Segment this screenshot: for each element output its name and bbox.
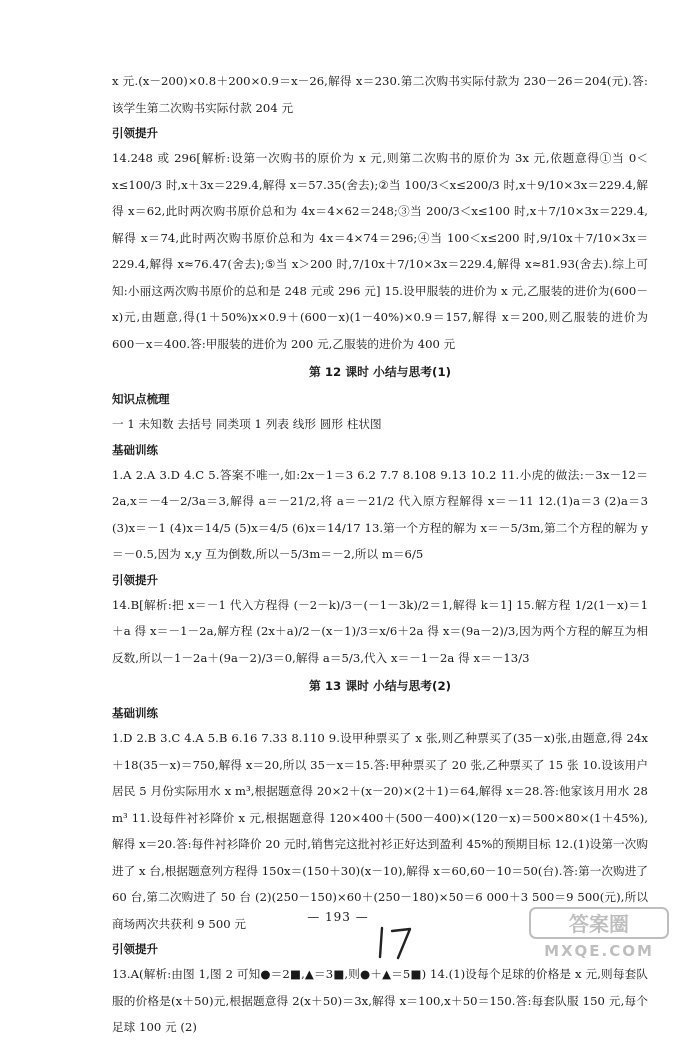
paragraph-q14-q15: 14.248 或 296[解析:设第一次购书的原价为 x 元,则第二次购书的原价为 3x 元,依题意得①当 0＜x≤100/3 时,x＋3x＝229.4,解得 x＝57.35(舍去);②当 100/3＜x≤200/3 时,x＋9/10×3x＝229.4,解得 x＝62,此时两次购书原价总和为 4x＝4×62＝248;③当 200/3＜x≤100 时,x＋7/10×3x＝229.4,解得 x＝74,此时两次购书原价总和为 4x＝4×74＝296;④当 100＜x≤200 时,9/10x＋7/10×3x＝229.4,解得 x≈76.47(舍去);⑤当 x＞200 时,7/10x＋7/10×3x＝229.4,解得 x≈81.93(舍去).综上可知:小丽这两次购书原价的总和是 248 元或 296 元] 15.设甲服装的进价为 x 元,乙服装的进价为(600－x)元,由题意,得(1＋50%)x×0.9＋(600－x)(1－40%)×0.9＝157,解得 x＝200,则乙服装的进价为 600－x＝400.答:甲服装的进价为 200 元,乙服装的进价为 400 元: [112, 151, 648, 351]
paragraph-basic-answers: 1.A 2.A 3.D 4.C 5.答案不唯一,如:2x－1＝3 6.2 7.7 8.108 9.13 10.2 11.小虎的做法:－3x－12＝2a,x＝－4－2/3a＝3,解得 a＝－21/2,将 a＝－21/2 代入原方程解得 x＝－11 12.(1)a＝3 (2)a＝3 (3)x＝－1 (4)x＝14/5 (5)x＝4/5 (6)x＝14/17 13.第一个方程的解为 x＝－5/3m,第二个方程的解为 y＝－0.5,因为 x,y 互为倒数,所以－5/3m＝－2,所以 m＝6/5: [112, 467, 648, 561]
handwritten-number-17: [368, 924, 424, 960]
paragraph-basic-answers-2: 1.D 2.B 3.C 4.A 5.B 6.16 7.33 8.110 9.设甲种票买了 x 张,则乙种票买了(35－x)张,由题意,得 24x＋18(35－x)＝750,解得 x＝20,所以 35－x＝15.答:甲种票买了 20 张,乙种票买了 15 张 10.设该用户居民 5 月份实际用水 x m³,根据题意得 20×2＋(x－20)×(2＋1)＝64,解得 x＝28.答:他家该月用水 28 m³ 11.设每件衬衫降价 x 元,根据题意得 120×400＋(500－400)×(120－x)＝500×80×(1＋45%),解得 x＝20.答:每件衬衫降价 20 元时,销售完这批衬衫正好达到盈利 45%的预期目标 12.(1)设第一次购进了 x 台,根据题意列方程得 150x＝(150＋30)(x－10),解得 x＝60,60－10＝50(台).答:第一次购进了 60 台,第二次购进了 50 台 (2)(250－150)×60＋(250－180)×50＝6 000＋3 500＝9 500(元),所以商场两次共获利 9 500 元: [112, 731, 648, 931]
heading-basic-training-2: 基础训练: [112, 706, 158, 720]
paragraph-continuation: x 元.(x－200)×0.8＋200×0.9＝x－26,解得 x＝230.第二次购书实际付款为 230－26＝204(元).答:该学生第二次购书实际付款 204 元: [112, 74, 648, 115]
heading-knowledge: 知识点梳理: [112, 392, 170, 406]
heading-basic-training: 基础训练: [112, 442, 158, 457]
svg-text:答案圈: 答案圈: [569, 912, 629, 936]
paragraph-extension-answers-2: 13.A(解析:由图 1,图 2 可知●＝2■,▲＝3■,则●＋▲＝5■) 14.(1)设每个足球的价格是 x 元,则每套队服的价格是(x＋50)元,根据题意得 2(x＋50)＝3x,解得 x＝100,x＋50＝150.答:每套队服 150 元,每个足球 100 元 (2): [112, 967, 648, 1034]
paragraph-extension-answers: 14.B[解析:把 x＝－1 代入方程得 (－2－k)/3－(－1－3k)/2＝1,解得 k＝1] 15.解方程 1/2(1－x)＝1＋a 得 x＝－1－2a,解方程 (2x＋a)/2－(x－1)/3＝x/6＋2a 得 x＝(9a－2)/3,因为两个方程的解互为相反数,所以－1－2a＋(9a－2)/3＝0,解得 a＝5/3,代入 x＝－1－2a 得 x＝－13/3: [112, 597, 648, 665]
section-title-lesson-12: 第 12 课时 小结与思考(1): [308, 365, 452, 379]
page-content: [112, 68, 648, 1041]
paragraph-knowledge: 一 1 未知数 去括号 同类项 1 列表 线形 圆形 柱状图: [112, 417, 382, 431]
watermark-logo: [526, 904, 672, 960]
heading-extension-3: 引领提升: [112, 942, 158, 956]
section-title-lesson-13: 第 13 课时 小结与思考(2): [308, 679, 452, 693]
page-number: — 193 —: [307, 910, 369, 924]
svg-text:MXQE.COM: MXQE.COM: [544, 942, 654, 960]
heading-extension-2: 引领提升: [112, 572, 158, 587]
heading-extension: 引领提升: [112, 126, 158, 140]
